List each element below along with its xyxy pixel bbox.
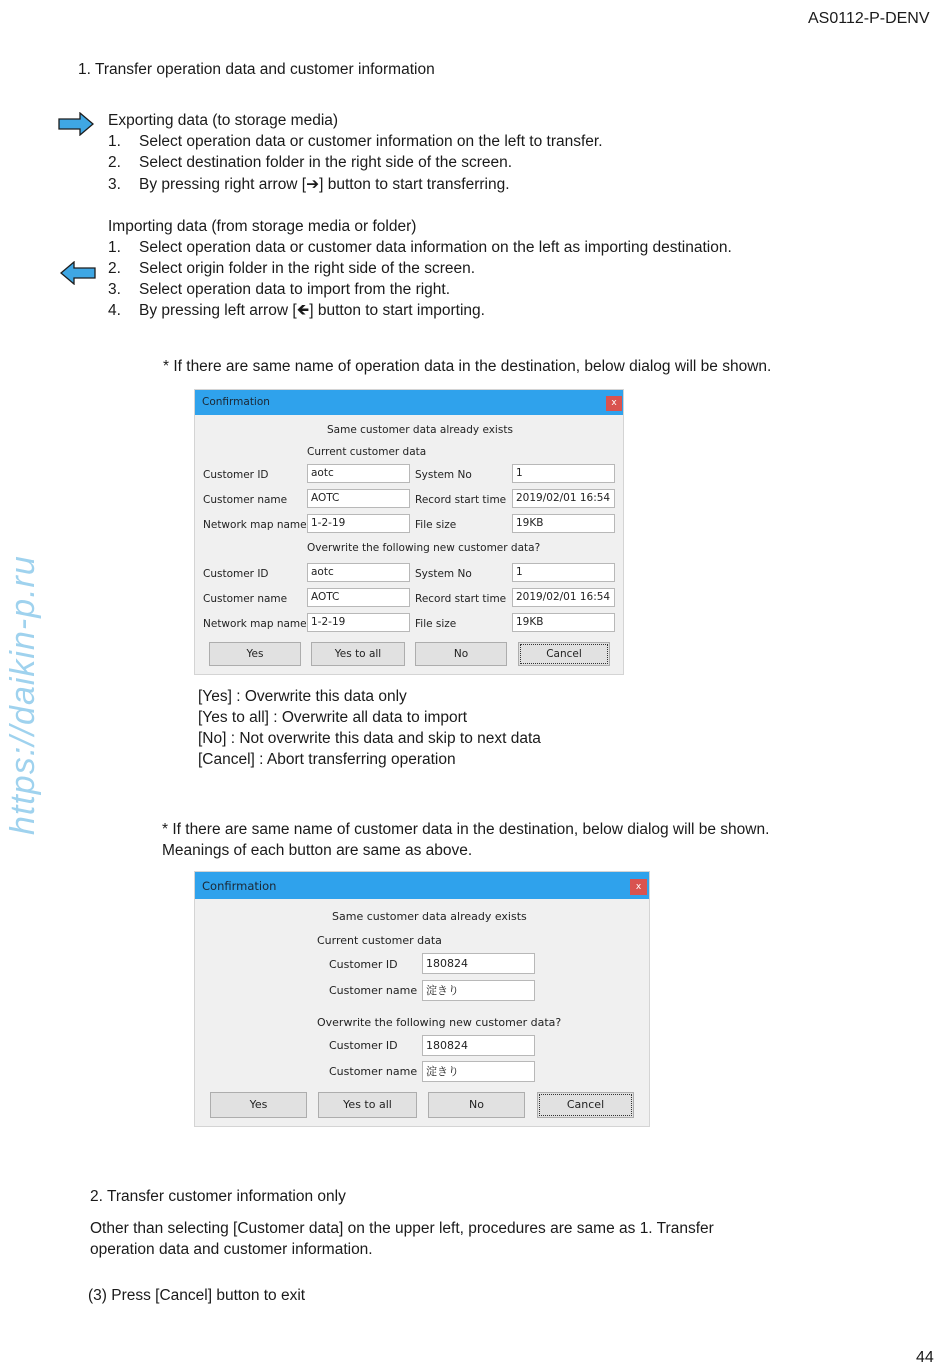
note-customer-data-2: Meanings of each button are same as above.	[162, 842, 473, 859]
close-button[interactable]: x	[630, 879, 647, 895]
left-arrow-icon	[60, 261, 96, 285]
dialog-title: Confirmation	[202, 879, 277, 893]
section2-body-line2: operation data and customer information.	[90, 1241, 373, 1258]
new-customer-id-field[interactable]: aotc	[307, 563, 410, 582]
new-record-start-time-field[interactable]: 2019/02/01 16:54	[512, 588, 615, 607]
system-no-label: System No	[415, 568, 472, 580]
yes-button[interactable]: Yes	[209, 642, 301, 666]
current-data-heading: Current customer data	[307, 446, 427, 458]
export-step-1: 1. Select operation data or customer information on the left to transfer.	[108, 133, 603, 150]
current-customer-name-field[interactable]: AOTC	[307, 489, 410, 508]
footer-step: (3) Press [Cancel] button to exit	[88, 1287, 306, 1304]
cancel-button[interactable]: Cancel	[537, 1092, 634, 1118]
current-customer-id-field[interactable]: 180824	[422, 953, 535, 974]
import-step-1: 1. Select operation data or customer data information on the left as importing destination.	[108, 239, 732, 256]
customer-id-label: Customer ID	[329, 1039, 398, 1052]
overwrite-heading: Overwrite the following new customer data?	[307, 542, 541, 554]
watermark-url: https://daikin-p.ru	[4, 555, 42, 835]
new-file-size-field[interactable]: 19KB	[512, 613, 615, 632]
note-operation-data: * If there are same name of operation data in the destination, below dialog will be shown.	[163, 358, 772, 375]
yes-to-all-button[interactable]: Yes to all	[318, 1092, 417, 1118]
file-size-label: File size	[415, 519, 457, 531]
overwrite-heading: Overwrite the following new customer data?	[317, 1016, 562, 1029]
confirmation-dialog-customer	[194, 871, 650, 1127]
new-customer-id-field[interactable]: 180824	[422, 1035, 535, 1056]
dialog-title: Confirmation	[202, 396, 270, 408]
new-system-no-field[interactable]: 1	[512, 563, 615, 582]
note-customer-data: * If there are same name of customer data in the destination, below dialog will be shown.	[162, 821, 770, 838]
meaning-cancel: [Cancel] : Abort transferring operation	[198, 751, 456, 768]
new-customer-name-field[interactable]: 淀きり	[422, 1061, 535, 1082]
current-file-size-field[interactable]: 19KB	[512, 514, 615, 533]
meaning-yes-to-all: [Yes to all] : Overwrite all data to import	[198, 709, 468, 726]
current-system-no-field[interactable]: 1	[512, 464, 615, 483]
import-step-3: 3. Select operation data to import from the right.	[108, 281, 451, 298]
current-customer-name-field[interactable]: 淀きり	[422, 980, 535, 1001]
close-button[interactable]: x	[606, 396, 622, 411]
no-button[interactable]: No	[415, 642, 507, 666]
meaning-no: [No] : Not overwrite this data and skip to next data	[198, 730, 541, 747]
confirmation-dialog-operation	[194, 389, 624, 675]
meaning-yes: [Yes] : Overwrite this data only	[198, 688, 407, 705]
dialog-message: Same customer data already exists	[327, 424, 513, 436]
customer-id-label: Customer ID	[203, 469, 269, 481]
import-title: Importing data (from storage media or folder)	[108, 218, 417, 235]
section2-heading: 2. Transfer customer information only	[90, 1188, 346, 1205]
record-start-time-label: Record start time	[415, 494, 507, 506]
section1-heading: 1. Transfer operation data and customer information	[78, 61, 435, 78]
export-step-3: 3. By pressing right arrow [➔] button to start transferring.	[108, 176, 510, 193]
customer-name-label: Customer name	[329, 1065, 418, 1078]
dialog-titlebar	[195, 390, 623, 415]
current-network-map-name-field[interactable]: 1-2-19	[307, 514, 410, 533]
cancel-button[interactable]: Cancel	[518, 642, 610, 666]
customer-name-label: Customer name	[203, 494, 288, 506]
new-customer-name-field[interactable]: AOTC	[307, 588, 410, 607]
customer-id-label: Customer ID	[329, 958, 398, 971]
yes-to-all-button[interactable]: Yes to all	[311, 642, 405, 666]
document-code: AS0112-P-DENV	[808, 10, 930, 27]
customer-id-label: Customer ID	[203, 568, 269, 580]
customer-name-label: Customer name	[203, 593, 288, 605]
import-step-2: 2. Select origin folder in the right side of the screen.	[108, 260, 476, 277]
page-number: 44	[916, 1349, 934, 1366]
new-network-map-name-field[interactable]: 1-2-19	[307, 613, 410, 632]
export-step-2: 2. Select destination folder in the right side of the screen.	[108, 154, 513, 171]
file-size-label: File size	[415, 618, 457, 630]
export-title: Exporting data (to storage media)	[108, 112, 339, 129]
network-map-name-label: Network map name	[203, 618, 307, 630]
dialog-titlebar	[195, 872, 649, 899]
current-data-heading: Current customer data	[317, 934, 442, 947]
dialog-message: Same customer data already exists	[332, 910, 527, 923]
no-button[interactable]: No	[428, 1092, 525, 1118]
current-record-start-time-field[interactable]: 2019/02/01 16:54	[512, 489, 615, 508]
yes-button[interactable]: Yes	[210, 1092, 307, 1118]
import-step-4: 4. By pressing left arrow [🡸] button to start importing.	[108, 302, 485, 319]
customer-name-label: Customer name	[329, 984, 418, 997]
right-arrow-icon	[58, 112, 94, 136]
section2-body-line1: Other than selecting [Customer data] on the upper left, procedures are same as 1. Transfer	[90, 1220, 714, 1237]
record-start-time-label: Record start time	[415, 593, 507, 605]
current-customer-id-field[interactable]: aotc	[307, 464, 410, 483]
network-map-name-label: Network map name	[203, 519, 307, 531]
system-no-label: System No	[415, 469, 472, 481]
